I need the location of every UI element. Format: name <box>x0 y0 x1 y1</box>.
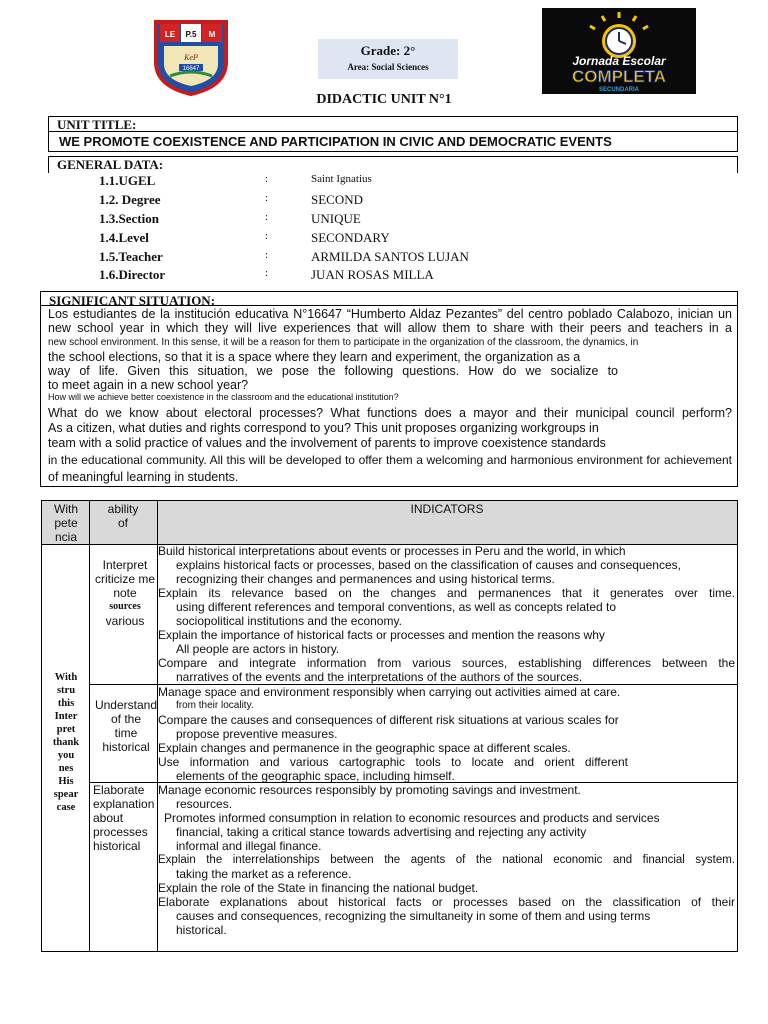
indicator-line: Compare and integrate information from various sources, establishing differences between the <box>158 656 735 670</box>
indicator-line: financial, taking a critical stance towards advertising and rejecting any activity <box>176 825 587 839</box>
jornada-line3: SECUNDARIA <box>598 87 640 93</box>
general-data-row-value: SECOND <box>311 192 364 207</box>
indicator-line: informal and illegal finance. <box>176 839 322 853</box>
jornada-line2: COMPLETA <box>571 67 667 86</box>
situation-line: As a citizen, what duties and rights correspond to you? This unit proposes organizing workgroups in <box>48 421 599 435</box>
indicator-line: historical. <box>176 923 227 937</box>
indicator-line: recognizing their changes and permanences and using historical terms. <box>176 572 555 586</box>
logo-letter-p5: P.5 <box>185 30 197 39</box>
header-competence-line: pete <box>54 516 78 530</box>
competency-label-line: case <box>56 802 76 813</box>
unit-title-text: WE PROMOTE COEXISTENCE AND PARTICIPATION IN CIVIC AND DEMOCRATIC EVENTS <box>48 131 738 152</box>
capacity-label-line: explanation <box>93 797 155 811</box>
competency-table <box>41 500 738 952</box>
competency-label-line: spear <box>53 789 79 800</box>
general-data-row-colon: : <box>265 230 269 242</box>
general-data-row <box>99 267 699 286</box>
general-data-row-value: SECONDARY <box>311 230 390 245</box>
indicator-line: explains historical facts or processes, based on the classification of causes and consequences, <box>176 558 681 572</box>
logo-monogram: KeP <box>184 53 198 62</box>
indicator-line: Build historical interpretations about events or processes in Peru and the world, in which <box>158 544 626 558</box>
competency-label-line: this <box>57 698 75 709</box>
area-label: Area: Social Sciences <box>347 62 429 72</box>
indicator-line: propose preventive measures. <box>176 727 338 741</box>
jornada-escolar-logo <box>542 8 696 94</box>
competency-label-line: stru <box>56 685 76 696</box>
significant-situation-label: SIGNIFICANT SITUATION: <box>49 293 216 308</box>
indicator-line: Explain changes and permanence in the geographic space at different scales. <box>158 741 571 755</box>
general-data-row-label: 1.1.UGEL <box>99 173 156 188</box>
indicator-line: Manage space and environment responsibly when carrying out activities aimed at care. <box>158 685 621 699</box>
indicator-line: All people are actors in history. <box>176 642 340 656</box>
general-data-row <box>99 192 699 211</box>
capacity-label <box>90 783 159 853</box>
general-data-row-colon: : <box>265 173 269 185</box>
indicator-line: elements of the geographic space, including himself. <box>176 769 455 783</box>
capacity-label-line: Elaborate <box>93 783 145 797</box>
indicator-line: sociopolitical institutions and the economy. <box>176 614 402 628</box>
significant-situation-header <box>40 291 738 306</box>
capacity-label-line: sources <box>109 601 141 612</box>
capacity-label-line: processes <box>93 825 148 839</box>
header-competence <box>44 502 88 544</box>
situation-line: Los estudiantes de la institución educativa N°16647 “Humberto Aldaz Pezantes” del centro poblado Calabozo, inician un <box>48 307 732 321</box>
jornada-line1: Jornada Escolar <box>572 54 666 68</box>
indicator-line: Use information and various cartographic tools to locate and orient different <box>158 755 628 769</box>
capacity-label-line: Understand <box>94 698 158 712</box>
situation-line: new school environment. In this sense, it will be a reason for them to participate in the organization of the classroom, the dynamics, in <box>48 337 639 348</box>
general-data-header <box>48 156 738 173</box>
capacity-label-line: time <box>114 726 138 740</box>
indicator-line: Manage economic resources responsibly by promoting savings and investment. <box>158 783 581 797</box>
indicator-line: Elaborate explanations about historical facts or processes based on the classification of their <box>158 895 735 909</box>
indicator-line: causes and consequences, recognizing the simultaneity in some of them and using terms <box>176 909 651 923</box>
competency-label-line: thank you <box>52 737 80 761</box>
competency-label-line: nes <box>58 763 74 774</box>
significant-situation-body <box>40 305 738 487</box>
general-data-label: GENERAL DATA: <box>57 157 164 172</box>
situation-line: new school year in which they will live experiences that will allow them to share with their peers and teachers in a <box>48 321 732 335</box>
general-data-row-colon: : <box>265 249 269 261</box>
general-data-row-value: Saint Ignatius <box>311 173 372 185</box>
indicator-list <box>158 685 735 783</box>
school-shield-logo <box>152 16 230 96</box>
indicator-line: resources. <box>176 797 233 811</box>
unit-title-label: UNIT TITLE: <box>57 117 137 132</box>
situation-line: team with a solid practice of values and the involvement of parents to improve coexistence standards <box>48 436 606 450</box>
capacity-label-line: of the <box>110 712 142 726</box>
general-data-row-colon: : <box>265 211 269 223</box>
capacity-label <box>90 698 162 754</box>
situation-line: in the educational community. All this will be developed to offer them a welcoming and harmonious environment for achievement <box>48 453 732 467</box>
grade-box <box>318 39 458 79</box>
capacity-label-line: Interpret <box>102 558 148 572</box>
indicator-line: from their locality. <box>176 700 254 711</box>
competency-label-line: His <box>58 776 74 787</box>
general-data-row-label: 1.3.Section <box>99 211 159 226</box>
capacity-label-line: historical <box>93 839 141 853</box>
capacity-label-line: note <box>113 586 137 600</box>
didactic-unit-heading: DIDACTIC UNIT N°1 <box>316 92 452 107</box>
header-capacity-line: of <box>117 516 128 530</box>
general-data-row-value: ARMILDA SANTOS LUJAN <box>311 249 469 264</box>
situation-line: to meet again in a new school year? <box>48 378 249 392</box>
indicator-line: Explain the role of the State in financing the national budget. <box>158 881 479 895</box>
indicator-line: Explain the importance of historical facts or processes and mention the reasons why <box>158 628 605 642</box>
capacity-label-line: historical <box>102 740 150 754</box>
shield-icon <box>152 16 230 96</box>
logo-letter-le: LE <box>164 30 176 39</box>
header-indicators: INDICATORS <box>410 502 484 516</box>
competency-label <box>46 671 86 814</box>
general-data-row-label: 1.2. Degree <box>99 192 161 207</box>
general-data-row-label: 1.6.Director <box>99 267 166 282</box>
logo-letter-m: M <box>208 30 216 39</box>
general-data-row-value: UNIQUE <box>311 211 361 226</box>
logo-number: 16647 <box>182 66 200 72</box>
header-competence-line: With <box>54 502 78 516</box>
capacity-label-line: criticize me <box>94 572 155 586</box>
situation-line: What do we know about electoral processes? What functions does a mayor and their municipal council perform? <box>48 406 732 420</box>
capacity-label-line: about <box>93 811 124 825</box>
header-capacity-line: ability <box>107 502 139 516</box>
indicator-line: narratives of the events and the interpretations of the authors of the sources. <box>176 670 583 684</box>
header-capacity <box>90 502 156 530</box>
competency-label-line: pret <box>56 724 76 735</box>
general-data-row <box>99 173 699 192</box>
indicator-line: Explain its relevance based on the changes and permanences that it generates over time. <box>158 586 735 600</box>
indicator-line: using different references and temporal conventions, as well as concepts related to <box>176 600 617 614</box>
general-data-row-colon: : <box>265 192 269 204</box>
indicator-line: Promotes informed consumption in relation to economic resources and products and services <box>164 811 660 825</box>
general-data-row-colon: : <box>265 267 269 279</box>
grade-label: Grade: 2° <box>360 43 416 58</box>
general-data-row-label: 1.5.Teacher <box>99 249 163 264</box>
competency-label-line: Inter <box>54 711 78 722</box>
indicator-list <box>158 783 735 937</box>
situation-line: way of life. Given this situation, we pose the following questions. How do we socialize to <box>48 364 618 378</box>
general-data-row <box>99 249 699 268</box>
clock-sun-icon <box>542 8 696 94</box>
general-data-row-label: 1.4.Level <box>99 230 149 245</box>
indicator-list <box>158 544 735 684</box>
indicator-line: Compare the causes and consequences of different risk situations at various scales for <box>158 713 619 727</box>
general-data-row <box>99 211 699 230</box>
situation-line: of meaningful learning in students. <box>48 470 239 484</box>
indicator-line: taking the market as a reference. <box>176 867 352 881</box>
situation-line: How will we achieve better coexistence in the classroom and the educational institution? <box>48 392 399 402</box>
situation-line: the school elections, so that it is a space where they learn and experiment, the organization as a <box>48 350 581 364</box>
general-data-row <box>99 230 699 249</box>
capacity-label-line: various <box>105 614 145 628</box>
indicator-line: Explain the interrelationships between the agents of the national economic and financial system. <box>158 854 735 866</box>
header-competence-line: ncia <box>54 530 77 544</box>
capacity-label <box>90 558 160 628</box>
competency-label-line: With <box>54 672 78 683</box>
general-data-row-value: JUAN ROSAS MILLA <box>311 267 434 282</box>
